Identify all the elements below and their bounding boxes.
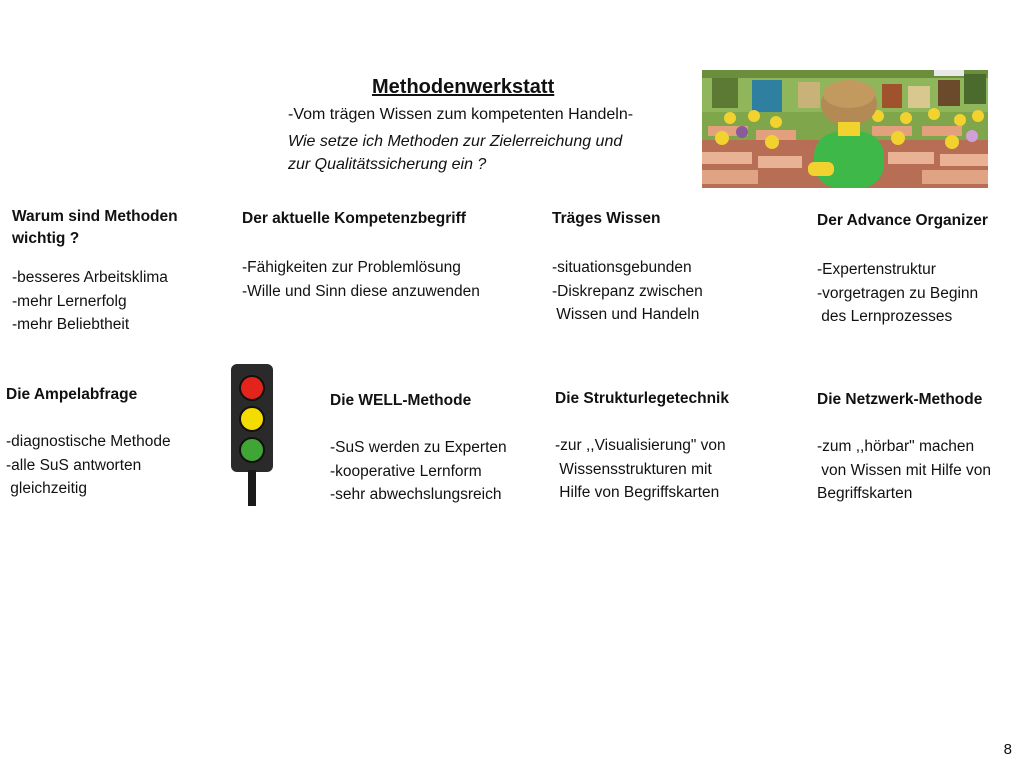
question-line: zur Qualitätssicherung ein ? <box>288 156 487 173</box>
block-line: -alle SuS antworten <box>6 456 142 474</box>
block-line: -zur ,,Visualisierung" von <box>555 437 726 454</box>
block-lines <box>242 256 480 303</box>
block-line: -zum ,,hörbar" machen <box>817 438 975 455</box>
block-line: -Wille und Sinn diese anzuwenden <box>242 282 480 300</box>
traffic-light-pole <box>248 470 256 506</box>
block-heading: Die WELL-Methode <box>330 392 472 409</box>
question-line: Wie setze ich Methoden zur Zielerreichung und <box>288 133 623 150</box>
block-heading: Der Advance Organizer <box>817 212 988 229</box>
traffic-light-icon <box>228 362 276 508</box>
traffic-light-yellow <box>240 407 264 431</box>
block-heading: Die Strukturlegetechnik <box>555 390 729 407</box>
block-line: -Diskrepanz zwischen <box>552 282 703 300</box>
block-ampel <box>6 384 171 501</box>
block-warum <box>12 206 178 337</box>
block-lines <box>555 434 729 505</box>
slide-question <box>288 130 622 176</box>
block-line: -kooperative Lernform <box>330 462 482 480</box>
classroom-illustration <box>702 70 988 188</box>
block-line: gleichzeitig <box>6 480 87 497</box>
block-line: von Wissen mit Hilfe von <box>817 461 991 479</box>
traffic-light-red <box>240 376 264 400</box>
block-heading: Warum sind Methoden wichtig ? <box>12 208 178 247</box>
traffic-light-green <box>240 438 264 462</box>
block-line: Wissen und Handeln <box>552 306 700 323</box>
block-heading: Der aktuelle Kompetenzbegriff <box>242 210 466 227</box>
block-kompetenz <box>242 208 480 303</box>
block-line: Begriffskarten <box>817 485 913 502</box>
block-line: -Fähigkeiten zur Problemlösung <box>242 259 461 276</box>
block-advance <box>817 210 988 329</box>
block-netzwerk <box>817 389 991 506</box>
slide-subtitle: -Vom trägen Wissen zum kompetenten Handeln- <box>288 106 634 123</box>
block-lines <box>12 266 178 337</box>
block-lines <box>6 430 171 501</box>
block-traeges <box>552 208 703 327</box>
block-heading: Die Ampelabfrage <box>6 386 138 403</box>
block-heading: Träges Wissen <box>552 210 661 227</box>
block-heading: Die Netzwerk-Methode <box>817 391 983 408</box>
block-line: -besseres Arbeitsklima <box>12 269 168 286</box>
block-line: -mehr Beliebtheit <box>12 316 130 333</box>
block-line: -situationsgebunden <box>552 259 692 276</box>
block-line: -Expertenstruktur <box>817 261 936 278</box>
block-line: -diagnostische Methode <box>6 433 171 450</box>
block-line: -SuS werden zu Experten <box>330 439 507 456</box>
block-line: Hilfe von Begriffskarten <box>555 484 720 501</box>
block-lines <box>817 435 991 506</box>
block-lines <box>552 256 703 327</box>
block-line: -mehr Lernerfolg <box>12 292 127 310</box>
block-line: Wissensstrukturen mit <box>555 460 712 478</box>
block-struktur <box>555 388 729 505</box>
block-lines <box>817 258 988 329</box>
block-well <box>330 390 507 507</box>
block-line: -sehr abwechslungsreich <box>330 486 502 503</box>
page-number: 8 <box>1003 741 1012 758</box>
block-lines <box>330 436 507 507</box>
block-line: -vorgetragen zu Beginn <box>817 284 979 302</box>
slide-title: Methodenwerkstatt <box>372 76 555 98</box>
block-line: des Lernprozesses <box>817 308 953 325</box>
